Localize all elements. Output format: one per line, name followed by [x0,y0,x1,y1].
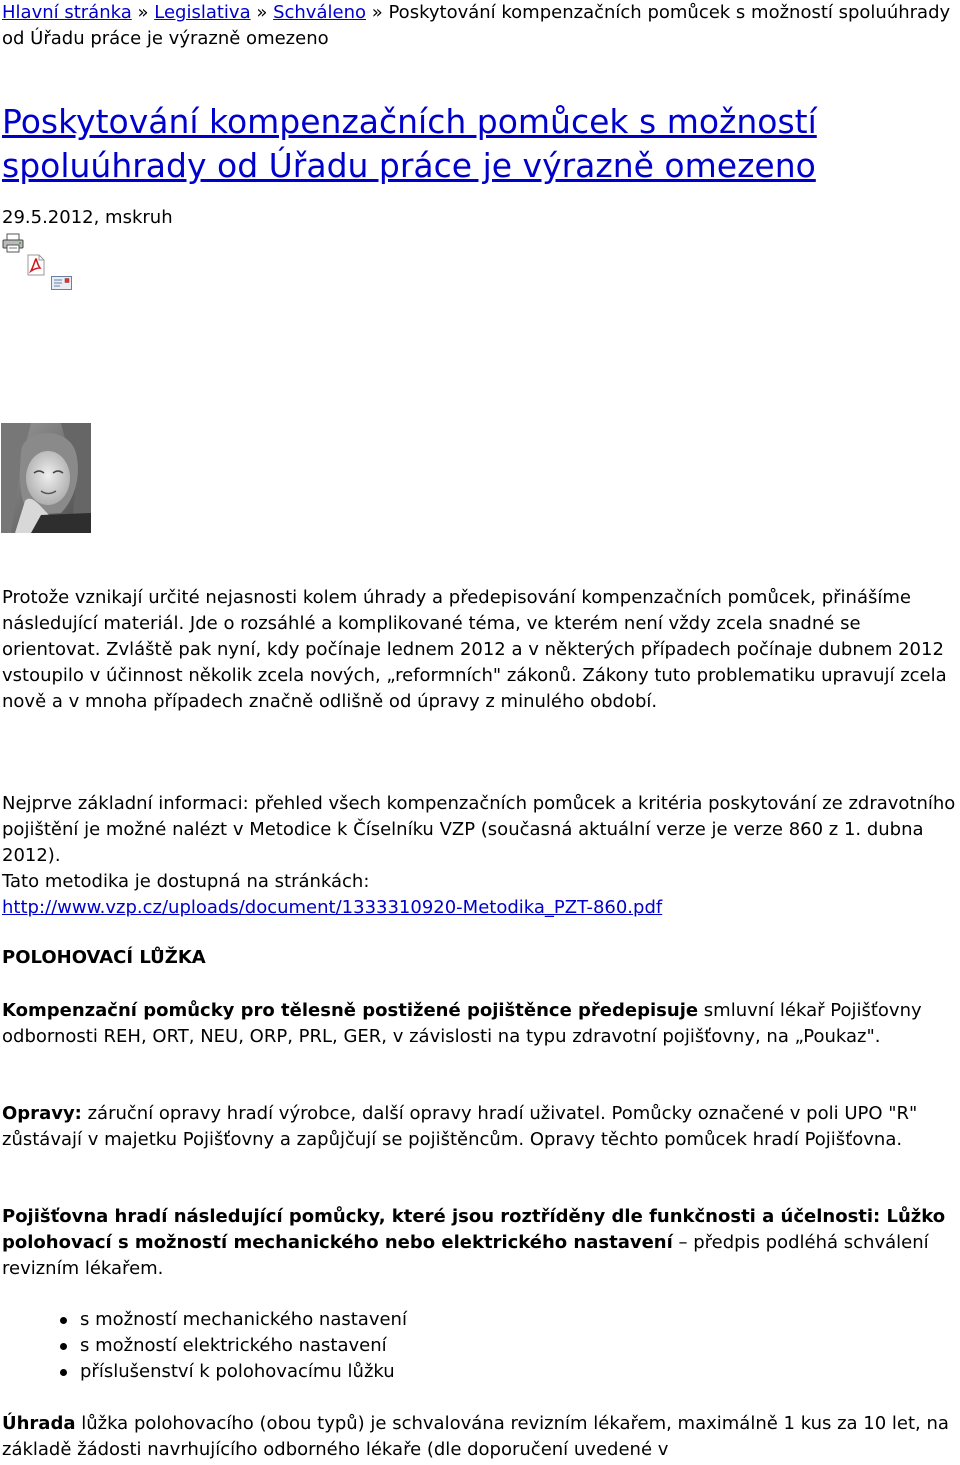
bed-types-list [2,1307,950,1385]
coverage-bold: Pojišťovna hradí následující pomůcky, které jsou roztříděny dle funkčnosti a účelnosti: Lůžko polohovací s možností mechanického nebo elektrického nastavení [2,1206,946,1253]
breadcrumb [2,0,957,52]
breadcrumb-approved-link[interactable]: Schváleno [273,2,366,23]
breadcrumb-separator: » [250,2,274,23]
list-item: s možností mechanického nastavení [80,1307,950,1333]
payment-text: lůžka polohovacího (obou typů) je schvalována revizním lékařem, maximálně 1 kus za 10 let, na základě žádosti navrhujícího odborného lékaře (dle doporučení uvedené v [2,1413,949,1460]
prescription-paragraph [2,998,957,1050]
payment-paragraph [2,1411,957,1463]
payment-bold: Úhrada [2,1413,76,1434]
list-item: s možností elektrického nastavení [80,1333,950,1359]
breadcrumb-legislation-link[interactable]: Legislativa [154,2,251,23]
coverage-text: – předpis podléhá schválení revizním lékařem. [2,1232,929,1279]
list-item: příslušenství k polohovacímu lůžku [80,1359,950,1385]
repairs-text: záruční opravy hradí výrobce, další opravy hradí uživatel. Pomůcky označené v poli UPO "R" zůstávají v majetku Pojišťovny a zapůjčují se pojištěncům. Opravy těchto pomůcek hradí Pojišťovna. [2,1103,918,1150]
email-icon[interactable] [51,276,72,290]
coverage-paragraph [2,1204,957,1282]
printer-icon[interactable] [2,233,24,253]
author-photo [1,423,91,533]
repairs-paragraph [2,1101,957,1153]
basic-info-text: Nejprve základní informaci: přehled všech kompenzačních pomůcek a kritéria poskytování ze zdravotního pojištění je možné nalézt v Metodice k Číselníku VZP (současná aktuální verze je verze 860 z 1. dubna 2012). [2,793,956,866]
breadcrumb-current: Poskytování kompenzačních pomůcek s možností spoluúhrady od Úřadu práce je výrazně omezeno [2,2,951,49]
availability-text: Tato metodika je dostupná na stránkách: [2,871,370,892]
pdf-icon[interactable] [26,254,46,276]
prescription-text: smluvní lékař Pojišťovny odbornosti REH, ORT, NEU, ORP, PRL, GER, v závislosti na typu zdravotní pojišťovny, na „Poukaz". [2,1000,922,1047]
section-heading-beds: POLOHOVACÍ LŮŽKA [2,947,206,968]
page-title [2,100,952,188]
article-meta: 29.5.2012, mskruh [2,207,173,228]
prescription-bold: Kompenzační pomůcky pro tělesně postižené pojištěnce předepisuje [2,1000,699,1021]
breadcrumb-home-link[interactable]: Hlavní stránka [2,2,132,23]
repairs-bold: Opravy: [2,1103,82,1124]
breadcrumb-separator: » [366,2,389,23]
breadcrumb-separator: » [131,2,155,23]
basic-info-paragraph [2,791,957,921]
title-link[interactable]: Poskytování kompenzačních pomůcek s možností spoluúhrady od Úřadu práce je výrazně omezeno [2,102,817,185]
methodology-pdf-link[interactable]: http://www.vzp.cz/uploads/document/1333310920-Metodika_PZT-860.pdf [2,897,663,918]
intro-paragraph: Protože vznikají určité nejasnosti kolem úhrady a předepisování kompenzačních pomůcek, přinášíme následující materiál. Jde o rozsáhlé a komplikované téma, ve kterém není vždy zcela snadné se orientovat. Zvláště pak nyní, kdy počínaje lednem 2012 a v některých případech počínaje dubnem 2012 vstoupilo v účinnost několik zcela nových, „reformních" zákonů. Zákony tuto problematiku upravují zcela nově a v mnoha případech značně odlišně od úpravy z minulého období. [2,587,947,712]
